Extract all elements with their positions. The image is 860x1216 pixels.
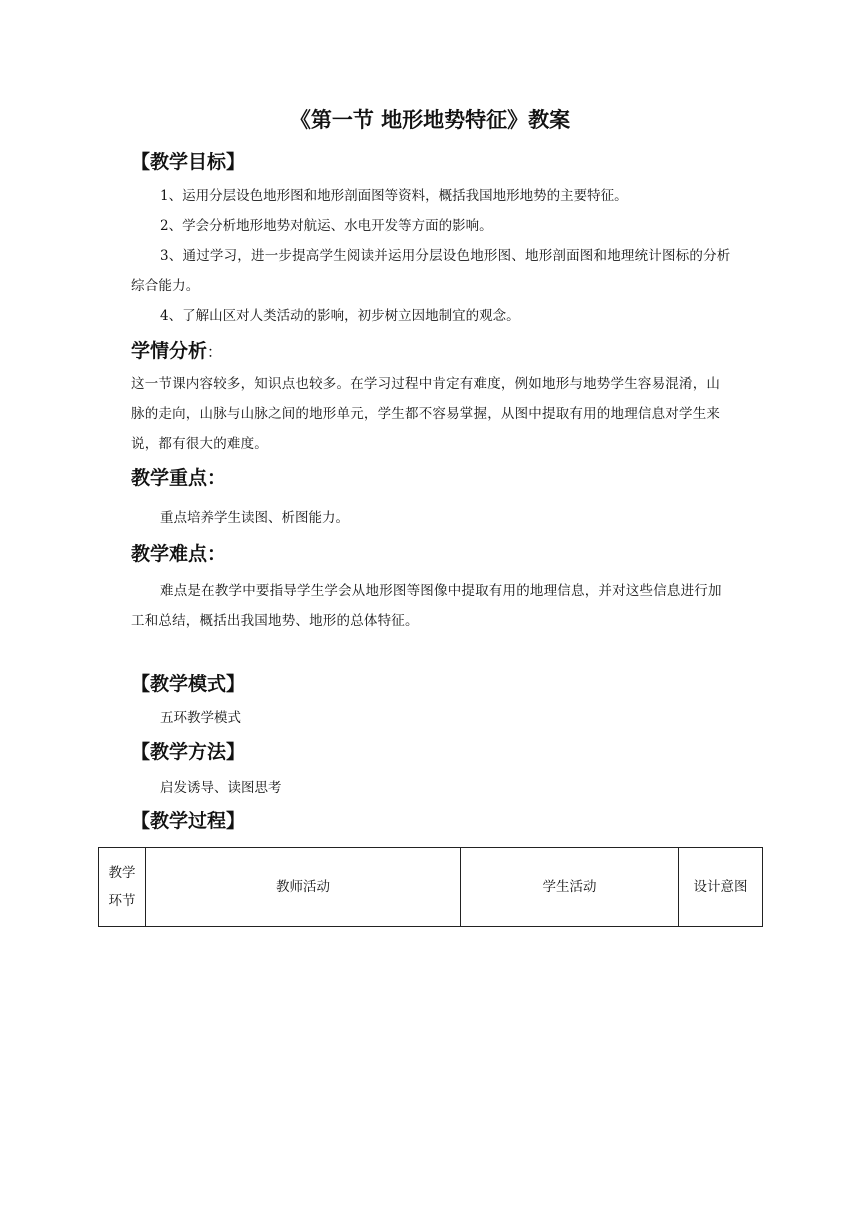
analysis-text: 这一节课内容较多，知识点也较多。在学习过程中肯定有难度，例如地形与地势学生容易混淆，山脉的走向，山脉与山脉之间的地形单元，学生都不容易掌握，从图中提取有用的地理信息对学生来说，都有很大的难度。 [131,376,721,452]
process-heading: 【教学过程】 [131,810,246,832]
mode-text: 五环教学模式 [160,710,241,726]
analysis-heading-text: 学情分析 [131,340,208,362]
objective-item-3: 3、通过学习，进一步提高学生阅读并运用分层设色地形图、地形剖面图和地理统计图标的分析综合能力。 [131,248,731,294]
key-points-text: 重点培养学生读图、析图能力。 [160,510,349,526]
key-points-heading: 教学重点： [131,467,227,489]
mode-heading: 【教学模式】 [131,673,246,695]
table-header-row [99,848,763,927]
process-table [98,847,763,927]
objectives-heading: 【教学目标】 [131,151,246,173]
method-heading: 【教学方法】 [131,741,246,763]
column-student-activity: 学生活动 [461,848,679,927]
column-stage [99,848,146,927]
method-text: 启发诱导、读图思考 [160,780,282,796]
difficulties-heading: 教学难点： [131,543,227,565]
document-title: 《第一节 地形地势特征》教案 [289,108,571,132]
column-teacher-activity: 教师活动 [146,848,461,927]
column-design-intent: 设计意图 [679,848,763,927]
analysis-heading-colon: ： [207,343,223,361]
analysis-heading [131,337,222,366]
objective-item-4: 4、了解山区对人类活动的影响，初步树立因地制宜的观念。 [160,308,520,324]
objective-item-1: 1、运用分层设色地形图和地形剖面图等资料，概括我国地形地势的主要特征。 [160,188,628,204]
column-stage-label: 教学环节 [108,865,136,909]
objective-item-2: 2、学会分析地形地势对航运、水电开发等方面的影响。 [160,218,493,234]
difficulties-text: 难点是在教学中要指导学生学会从地形图等图像中提取有用的地理信息，并对这些信息进行加工和总结，概括出我国地势、地形的总体特征。 [131,583,722,629]
